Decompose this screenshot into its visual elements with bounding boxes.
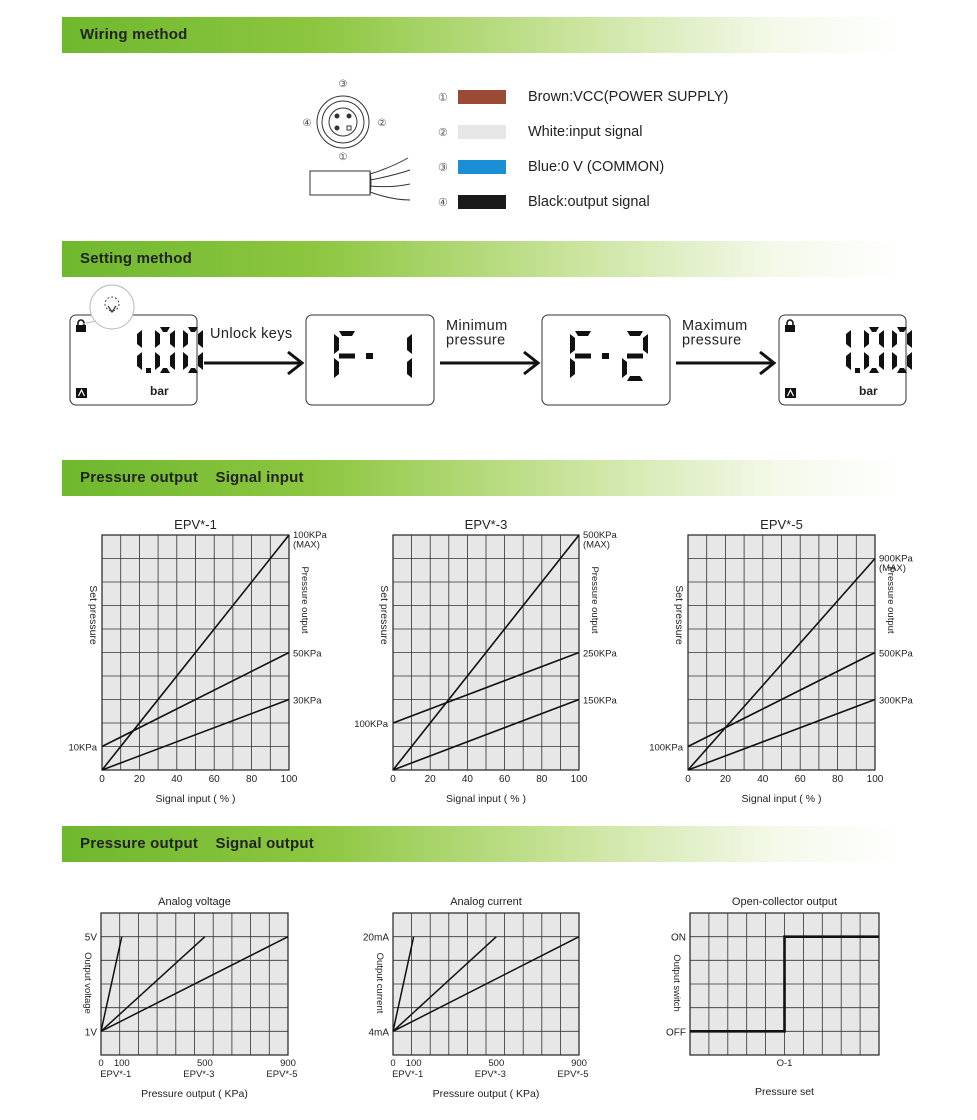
x-tick-label: 100 <box>866 774 884 785</box>
x-tick-label: 20 <box>719 774 731 785</box>
x-tick-label: 40 <box>461 774 473 785</box>
right-value-label: 100KPa (MAX) <box>293 530 327 551</box>
wire-number: ③ <box>438 161 448 174</box>
right-value-label: 50KPa <box>293 648 322 660</box>
x-tick-label: 500 <box>196 1058 213 1069</box>
x-tick-sublabel: EPV*-1 <box>100 1069 132 1080</box>
x-tick-label: 20 <box>424 774 436 785</box>
arrow-label: Minimum pressure <box>446 318 508 349</box>
y-tick-label: OFF <box>666 1027 686 1039</box>
x-axis-label: Signal input ( % ) <box>446 793 526 805</box>
signal-output-chart <box>363 896 589 1100</box>
pin-label: ④ <box>302 118 312 129</box>
x-tick-label: 0 <box>99 774 105 785</box>
y-tick-label: ON <box>671 932 686 944</box>
pin-label: ② <box>377 118 387 129</box>
left-value-label: 100KPa <box>649 742 683 754</box>
x-axis-label: Signal input ( % ) <box>741 793 822 805</box>
right-value-label: 300KPa <box>879 695 913 707</box>
chart-title: Analog voltage <box>158 896 231 908</box>
wire-label: White:input signal <box>528 124 643 140</box>
x-tick-label: 900 <box>280 1058 296 1069</box>
y-tick-label: 4mA <box>368 1027 389 1039</box>
arrow-label: Maximum pressure <box>682 318 748 349</box>
arrow-label: Unlock keys <box>210 326 293 342</box>
pin-label: ③ <box>338 79 348 90</box>
x-tick-label: 100 <box>280 774 298 785</box>
section-title: Pressure output Signal input <box>80 469 304 486</box>
right-value-label: 150KPa <box>583 695 617 707</box>
x-tick-label: O-1 <box>776 1058 793 1069</box>
signal-output-chart <box>82 896 298 1100</box>
chart-title: EPV*-3 <box>464 517 508 532</box>
wire-number: ① <box>438 91 448 104</box>
pin-label: ① <box>338 152 348 163</box>
section-title: Setting method <box>80 250 192 267</box>
x-tick-sublabel: EPV*-1 <box>392 1069 424 1080</box>
left-value-label: 10KPa <box>68 742 97 754</box>
x-axis-label: Pressure output ( KPa) <box>432 1088 540 1100</box>
x-tick-label: 60 <box>499 774 511 785</box>
y-axis-label: Output switch <box>671 954 682 1012</box>
wire-label: Black:output signal <box>528 194 650 210</box>
chart-title: EPV*-1 <box>174 517 217 532</box>
x-tick-label: 40 <box>757 774 769 785</box>
signal-output-chart <box>666 896 879 1098</box>
x-axis-label: Pressure output ( KPa) <box>141 1088 248 1100</box>
unit-label: bar <box>859 384 878 398</box>
x-tick-label: 900 <box>571 1058 587 1069</box>
y-axis-label: Output current <box>374 952 385 1014</box>
x-tick-label: 60 <box>208 774 220 785</box>
x-tick-label: 0 <box>390 1058 396 1069</box>
x-tick-label: 0 <box>685 774 691 785</box>
x-axis-label: Pressure set <box>755 1086 814 1098</box>
right-value-label: 900KPa (MAX) <box>879 553 913 574</box>
x-tick-label: 100 <box>405 1058 422 1069</box>
y-axis-label: Output voltage <box>82 952 93 1014</box>
y-tick-label: 20mA <box>362 932 389 944</box>
right-value-label: 500KPa (MAX) <box>583 530 617 551</box>
y-axis-label: Set pressure <box>673 585 685 645</box>
x-tick-sublabel: EPV*-5 <box>266 1069 298 1080</box>
right-value-label: 500KPa <box>879 648 913 660</box>
x-axis-label: Signal input ( % ) <box>155 793 236 805</box>
chart-title: Open-collector output <box>731 896 838 908</box>
y-tick-label: 1V <box>84 1027 97 1039</box>
signal-input-chart <box>354 517 617 805</box>
y2-axis-label: Pressure output <box>299 566 310 634</box>
y-tick-label: 5V <box>84 932 97 944</box>
chart-title: EPV*-5 <box>760 517 803 532</box>
x-tick-label: 80 <box>832 774 844 785</box>
left-value-label: 100KPa <box>354 719 388 730</box>
wire-number: ④ <box>438 196 448 209</box>
x-tick-label: 80 <box>536 774 548 785</box>
right-value-label: 250KPa <box>583 648 617 660</box>
signal-input-chart <box>68 517 327 805</box>
y-axis-label: Set pressure <box>378 585 390 645</box>
unit-label: bar <box>150 384 169 398</box>
x-tick-label: 100 <box>113 1058 130 1069</box>
section-title: Pressure output Signal output <box>80 835 314 852</box>
x-tick-label: 500 <box>488 1058 505 1069</box>
y2-axis-label: Pressure output <box>589 566 600 634</box>
wire-number: ② <box>438 126 448 139</box>
right-value-label: 30KPa <box>293 695 322 707</box>
x-tick-label: 100 <box>570 774 588 785</box>
chart-title: Analog current <box>450 896 522 908</box>
x-tick-label: 0 <box>98 1058 104 1069</box>
x-tick-sublabel: EPV*-3 <box>474 1069 506 1080</box>
x-tick-sublabel: EPV*-5 <box>557 1069 589 1080</box>
x-tick-label: 80 <box>246 774 258 785</box>
x-tick-label: 0 <box>390 774 396 785</box>
x-tick-label: 20 <box>133 774 145 785</box>
wire-label: Brown:VCC(POWER SUPPLY) <box>528 89 729 105</box>
section-title: Wiring method <box>80 26 188 43</box>
x-tick-sublabel: EPV*-3 <box>183 1069 215 1080</box>
y2-axis-label: Pressure output <box>885 566 896 634</box>
x-tick-label: 40 <box>171 774 183 785</box>
y-axis-label: Set pressure <box>87 585 99 645</box>
wire-label: Blue:0 V (COMMON) <box>528 159 665 175</box>
signal-input-chart <box>649 517 913 805</box>
x-tick-label: 60 <box>794 774 806 785</box>
